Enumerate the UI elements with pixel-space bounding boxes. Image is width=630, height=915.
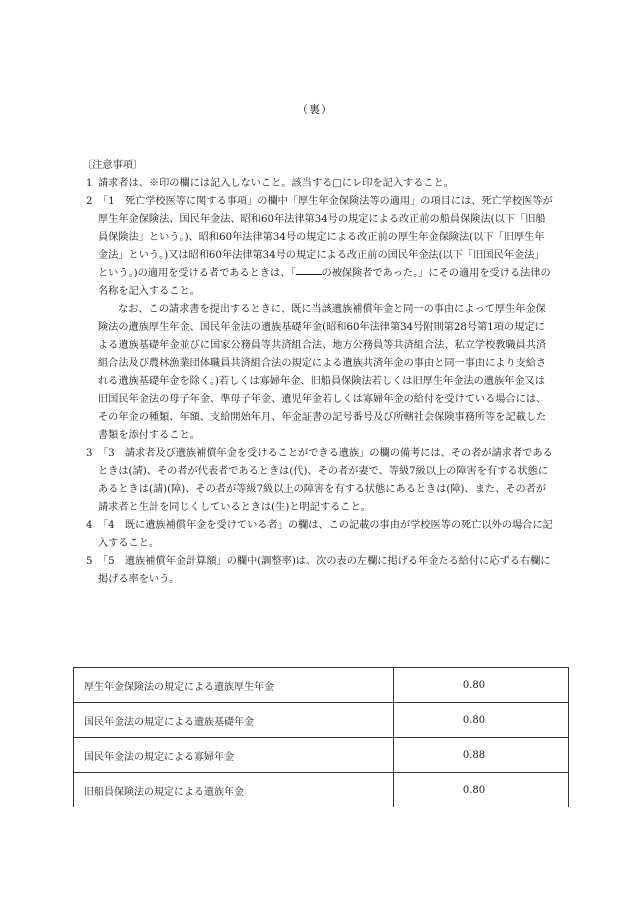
table-row — [74, 703, 569, 738]
fill-in-blank — [296, 266, 322, 275]
rate-cell: 0.80 — [394, 703, 569, 738]
notes-section — [84, 157, 554, 589]
rate-cell: 0.80 — [394, 773, 569, 808]
note-text: 「4 既に遺族補償年金を受けている者」の欄は、この記載の事由が学校医等の死亡以外の場合に記入すること。 — [98, 520, 553, 549]
note-text: 「3 請求者及び遺族補償年金を受けることができる遺族」の欄の備考には、その者が請求者であるときは(請)、その者が代表者であるときは(代)、その者が妻で、等級7級以上の障害を有する状態にあるときは(請)(障)、その者が等級7級以上の障害を有する状態にあるときは(障)、また、その者が請求者と生計を同じくしているときは(生)と明記すること。 — [98, 448, 553, 513]
pension-type-cell: 国民年金法の規定による寡婦年金 — [74, 738, 394, 773]
table-row — [74, 738, 569, 773]
note-item-2 — [84, 193, 554, 301]
note-number: 1 — [86, 178, 93, 189]
table-row — [74, 668, 569, 703]
rate-cell: 0.88 — [394, 738, 569, 773]
note-item-4 — [84, 517, 554, 553]
page-side-label: （裏） — [297, 103, 333, 116]
notes-heading: 〔注意事項〕 — [82, 160, 144, 171]
note-item-2-supplement: なお、この請求書を提出するときに、既に当該遺族補償年金と同一の事由によって厚生年金保険法の遺族厚生年金、国民年金法の遺族基礎年金(昭和60年法律第34号附則第28号第1項の規定による遺族基礎年金並びに国家公務員等共済組合法、地方公務員等共済組合法、私立学校教職員共済組合法及び農林漁業団体職員共済組合法の規定による遺族共済年金の事由と同一事由により支給される遺族基礎年金を除く。)若しくは寡婦年金、旧船員保険法若しくは旧厚生年金法の遺族年金又は旧国民年金法の母子年金、準母子年金、遺児年金若しくは寡婦年金の給付を受けている場合には、その年金の種類、年額、支給開始年月、年金証書の記号番号及び所轄社会保険事務所等を記載した書類を添付すること。 — [98, 304, 547, 441]
adjustment-rate-table — [73, 667, 569, 807]
note-number: 4 — [86, 520, 93, 531]
note-item-3 — [84, 445, 554, 517]
note-text: 請求者は、※印の欄には記入しないこと。該当する□にレ印を記入すること。 — [98, 178, 454, 189]
note-item-5 — [84, 553, 554, 589]
rate-cell: 0.80 — [394, 668, 569, 703]
note-text: 「1 死亡学校医等に関する事項」の欄中「厚生年金保険法等の適用」の項目には、死亡学校医等が厚生年金保険法、国民年金法、昭和60年法律第34号の規定による改正前の船員保険法(以下「旧船員保険法」という。)、昭和60年法律第34号の規定による改正前の厚生年金保険法(以下「旧厚生年金法」という。)又は昭和60年法律第34号の規定による改正前の国民年金法(以下「旧国民年金法」という。)の適用を受ける者であるときは、「 — [98, 196, 553, 279]
note-text: 「5 遺族補償年金計算額」の欄中(調整率)は、次の表の左欄に掲げる年金たる給付に応ずる右欄に掲げる率をいう。 — [98, 556, 551, 585]
table-row — [74, 773, 569, 808]
note-number: 2 — [86, 196, 93, 207]
pension-type-cell: 国民年金法の規定による遺族基礎年金 — [74, 703, 394, 738]
note-item-1 — [84, 175, 554, 193]
note-number: 3 — [86, 448, 93, 459]
note-text: の被保険者であった。」にその適用を受ける法律の名称を記入すること。 — [98, 268, 551, 297]
pension-type-cell: 厚生年金保険法の規定による遺族厚生年金 — [74, 668, 394, 703]
note-number: 5 — [86, 556, 93, 567]
pension-type-cell: 旧船員保険法の規定による遺族年金 — [74, 773, 394, 808]
